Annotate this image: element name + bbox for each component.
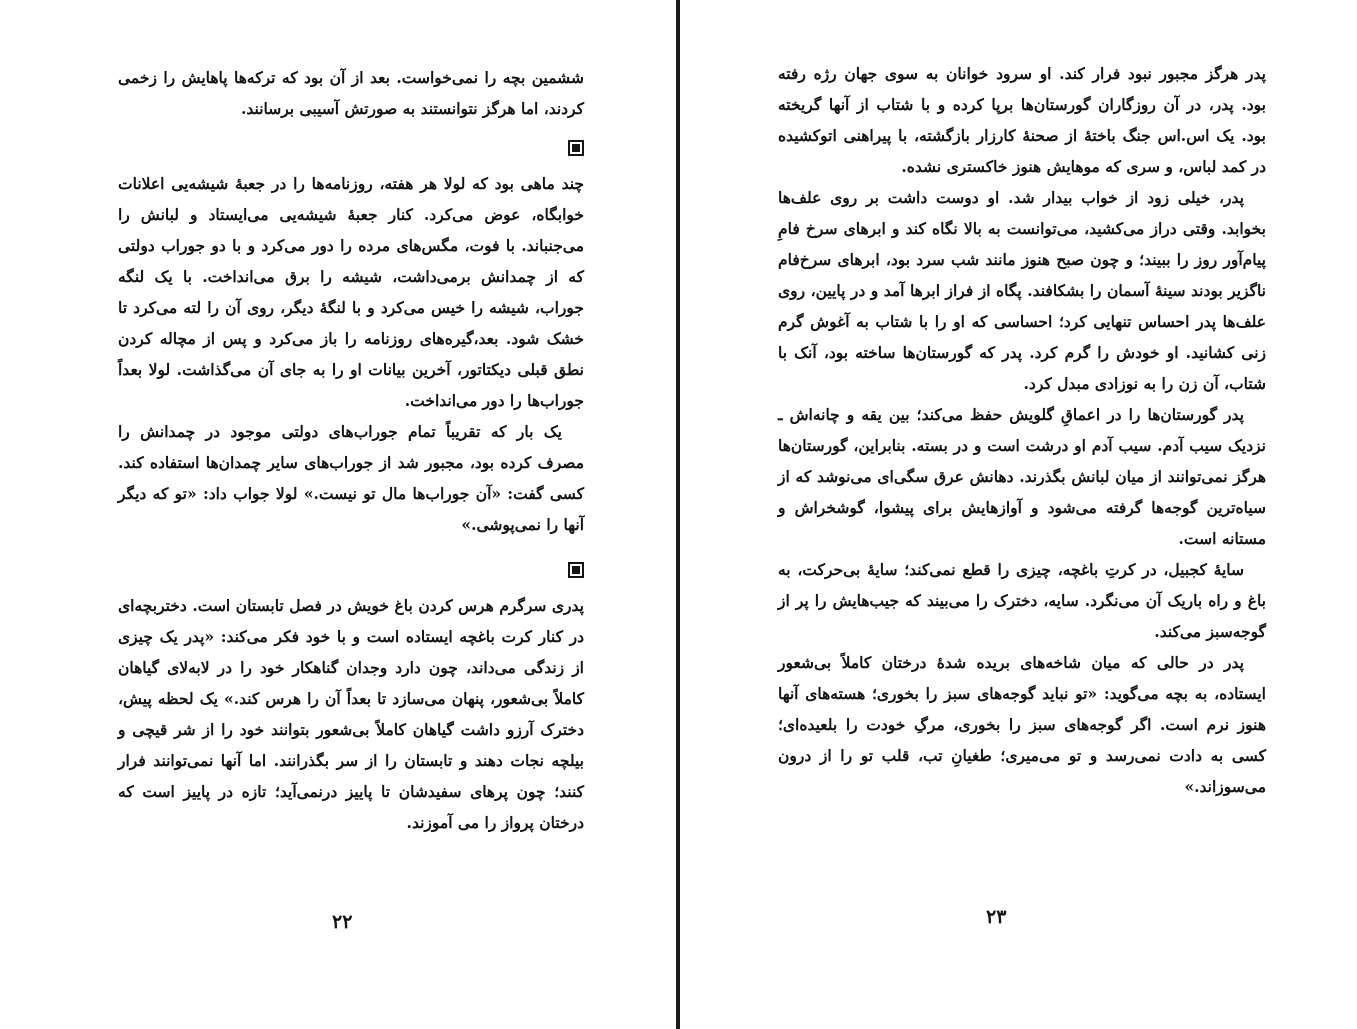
page-number: ۲۲: [332, 911, 353, 933]
paragraph-continued: ششمین بچه را نمی‌خواست. بعد از آن بود که ترکه‌ها پاهایش را زخمی کردند، اما هرگز نتوانستند به صورتش آسیبی برسانند.: [118, 68, 584, 118]
left-page-text: [118, 62, 584, 838]
paragraph: پدر، خیلی زود از خواب بیدار شد. او دوست داشت بر روی علف‌ها بخوابد. وقتی دراز می‌کشید، می‌توانست به بالا نگاه کند و ابرهای سرخ فامِ پیام‌آور روز را ببیند؛ و چون صبح هنوز مانند شب سرد بود، ابرهای سرخ‌فام ناگزیر بودند سینهٔ آسمان را بشکافند. پگاه از فراز ابرها آمد و در پایین، روی علف‌ها پدر احساس تنهایی کرد؛ احساسی که او را با شتاب به آغوش گرم زنی کشانید. او خودش را گرم کرد. پدر که گورستان‌ها ساخته بود، آنک با شتاب، آن زن را به نوزادی مبدل کرد.: [778, 188, 1266, 393]
right-page-text: [778, 58, 1266, 802]
paragraph: پدر در حالی که میان شاخه‌های بریده شدهٔ درختان کاملاً بی‌شعور ایستاده، به بچه می‌گوید: «تو نباید گوجه‌های سبز را بخوری؛ هسته‌های آنها هنوز نرم است. اگر گوجه‌های سبز را بخوری، مرگِ خودت را بلعیده‌ای؛ کسی به دادت نمی‌رسد و تو می‌میری؛ طغیانِ تب، قلب تو را از درون می‌سوزاند.»: [778, 653, 1266, 796]
section-mark-icon: [568, 140, 584, 156]
paragraph: پدر گورستان‌ها را در اعماقِ گلویش حفظ می‌کند؛ بین یقه و چانه‌اش ـ نزدیک سیب آدم. سیب آدم او درشت است و در بسته. بنابراین، گورستان‌ها هرگز نمی‌توانند از میان لبانش بگذرند. دهانش عرق سگی‌ای می‌نوشد که از سیاه‌ترین گوجه‌ها گرفته می‌شود و آوازهایش برای پیشوا، گوشخراش و مستانه است.: [778, 405, 1266, 548]
left-page: [0, 0, 676, 1029]
section-mark-icon: [568, 562, 584, 578]
paragraph: چند ماهی بود که لولا هر هفته، روزنامه‌ها را در جعبهٔ شیشه‌یی اعلانات خوابگاه، عوض می‌کرد. کنار جعبهٔ شیشه‌یی می‌ایستاد و لبانش را می‌جنباند. با فوت، مگس‌های مرده را دور می‌کرد و با دو جوراب دولتی که از چمدانش برمی‌داشت، شیشه را برق می‌انداخت. با یک لنگه جوراب، شیشه را خیس می‌کرد و با لنگهٔ دیگر، روی آن را لته می‌کرد تا خشک شود. بعد،گیره‌های روزنامه را باز می‌کرد و پس از مچاله کردن نطق قبلی دیکتاتور، آخرین بیانات او را به جای آن می‌گذاشت. لولا بعداً جوراب‌ها را دور می‌انداخت.: [118, 174, 584, 410]
paragraph: یک بار که تقریباً تمام جوراب‌های دولتی موجود در چمدانش را مصرف کرده بود، مجبور شد از جوراب‌های سایر چمدان‌ها استفاده کند. کسی گفت: «آن جوراب‌ها مال تو نیست.» لولا جواب داد: «تو که دیگر آنها را نمی‌پوشی.»: [118, 422, 584, 534]
paragraph: پدری سرگرم هرس کردن باغ خویش در فصل تابستان است. دختربچه‌ای در کنار کرت باغچه ایستاده است و با خود فکر می‌کند: «پدر یک چیزی از زندگی می‌داند، چون دارد وجدان گناهکار خود را در لابه‌لای گیاهان کاملاً بی‌شعور، پنهان می‌سازد تا بعداً آن را هرس کند.» یک لحظه پیش، دخترک آرزو داشت گیاهان کاملاً بی‌شعور بتوانند خود را از شر قیچی و بیلچه نجات دهند و تابستان را از سر بگذرانند. اما آنها نمی‌توانند فرار کنند؛ چون پرهای سفیدشان تا پاییز درنمی‌آید؛ تازه در پاییز است که درختان پرواز را می آموزند.: [118, 596, 584, 832]
paragraph: پدر هرگز مجبور نبود فرار کند. او سرود خوانان به سوی جهان رژه رفته بود. پدر، در آن روزگاران گورستان‌ها برپا کرده و با شتاب از آنها گریخته بود. یک اس.اس جنگ باختهٔ از صحنهٔ کارزار بازگشته، با پیراهنی اتوکشیده در کمد لباس، و سری که موهایش هنوز خاکستری نشده.: [778, 64, 1266, 176]
paragraph: سایهٔ کجبیل، در کرتِ باغچه، چیزی را قطع نمی‌کند؛ سایهٔ بی‌حرکت، به باغ و راه باریک آن می‌نگرد. سایه، دخترک را می‌بیند که جیب‌هایش را پر از گوجه‌سبز می‌کند.: [778, 560, 1266, 641]
page-number: ۲۳: [986, 906, 1007, 928]
right-page: [680, 0, 1357, 1029]
